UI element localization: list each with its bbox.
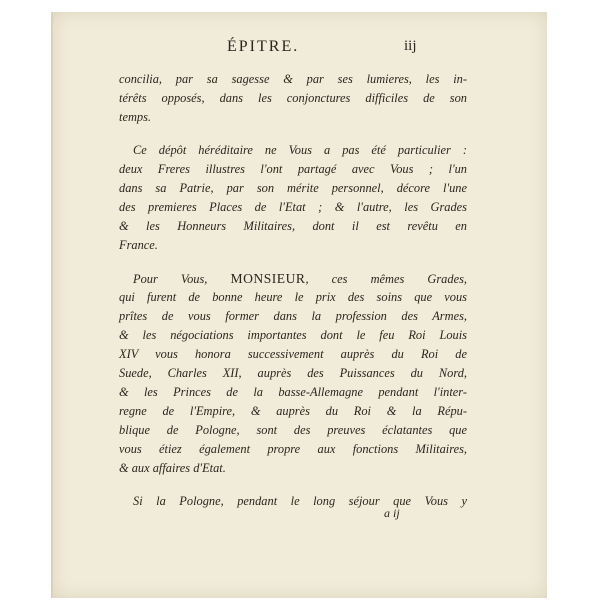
text-line: qui furent de bonne heure le prix des soins que vous [119, 290, 467, 304]
text-line: regne de l'Empire, & auprès du Roi & la Répu- [119, 404, 467, 418]
text-line: & les Princes de la basse-Allemagne pendant l'inter- [119, 385, 467, 399]
addressee-name: MONSIEUR [230, 271, 306, 286]
page-body [119, 70, 467, 511]
running-title: ÉPITRE. [227, 38, 300, 55]
text-line: Si la Pologne, pendant le long séjour que Vous y [133, 494, 467, 508]
text-line: dans sa Patrie, par son mérite personnel, décore l'une [119, 181, 467, 195]
text-line: térêts opposés, dans les conjonctures difficiles de son [119, 91, 467, 105]
text-line: & les négociations importantes dont le feu Roi Louis [119, 328, 467, 342]
text-line: des premieres Places de l'Etat ; & l'autre, les Grades [119, 200, 467, 214]
page-header [53, 38, 547, 58]
signature-mark: a ij [384, 506, 400, 520]
text-line: Ce dépôt héréditaire ne Vous a pas été particulier : [133, 143, 467, 157]
text-line: & les Honneurs Militaires, dont il est revêtu en [119, 219, 467, 233]
text-line: Suede, Charles XII, auprès des Puissances du Nord, [119, 366, 467, 380]
text-line: XIV vous honora successivement auprès du Roi de [119, 347, 467, 361]
text-line: blique de Pologne, sont des preuves éclatantes que [119, 423, 467, 437]
text-line: concilia, par sa sagesse & par ses lumieres, les in- [119, 72, 467, 86]
page-number: iij [404, 38, 417, 54]
text-line: vous étiez également propre aux fonctions Militaires, [119, 442, 467, 456]
text-line: temps. [119, 110, 152, 124]
book-page [53, 12, 547, 598]
text-line: France. [119, 238, 158, 252]
text-line: Pour Vous, MONSIEUR, ces mêmes Grades, [133, 271, 467, 286]
text-line: deux Freres illustres l'ont partagé avec Vous ; l'un [119, 162, 467, 176]
text-line: & aux affaires d'Etat. [119, 461, 226, 475]
text-line: prîtes de vous former dans la profession des Armes, [119, 309, 467, 323]
